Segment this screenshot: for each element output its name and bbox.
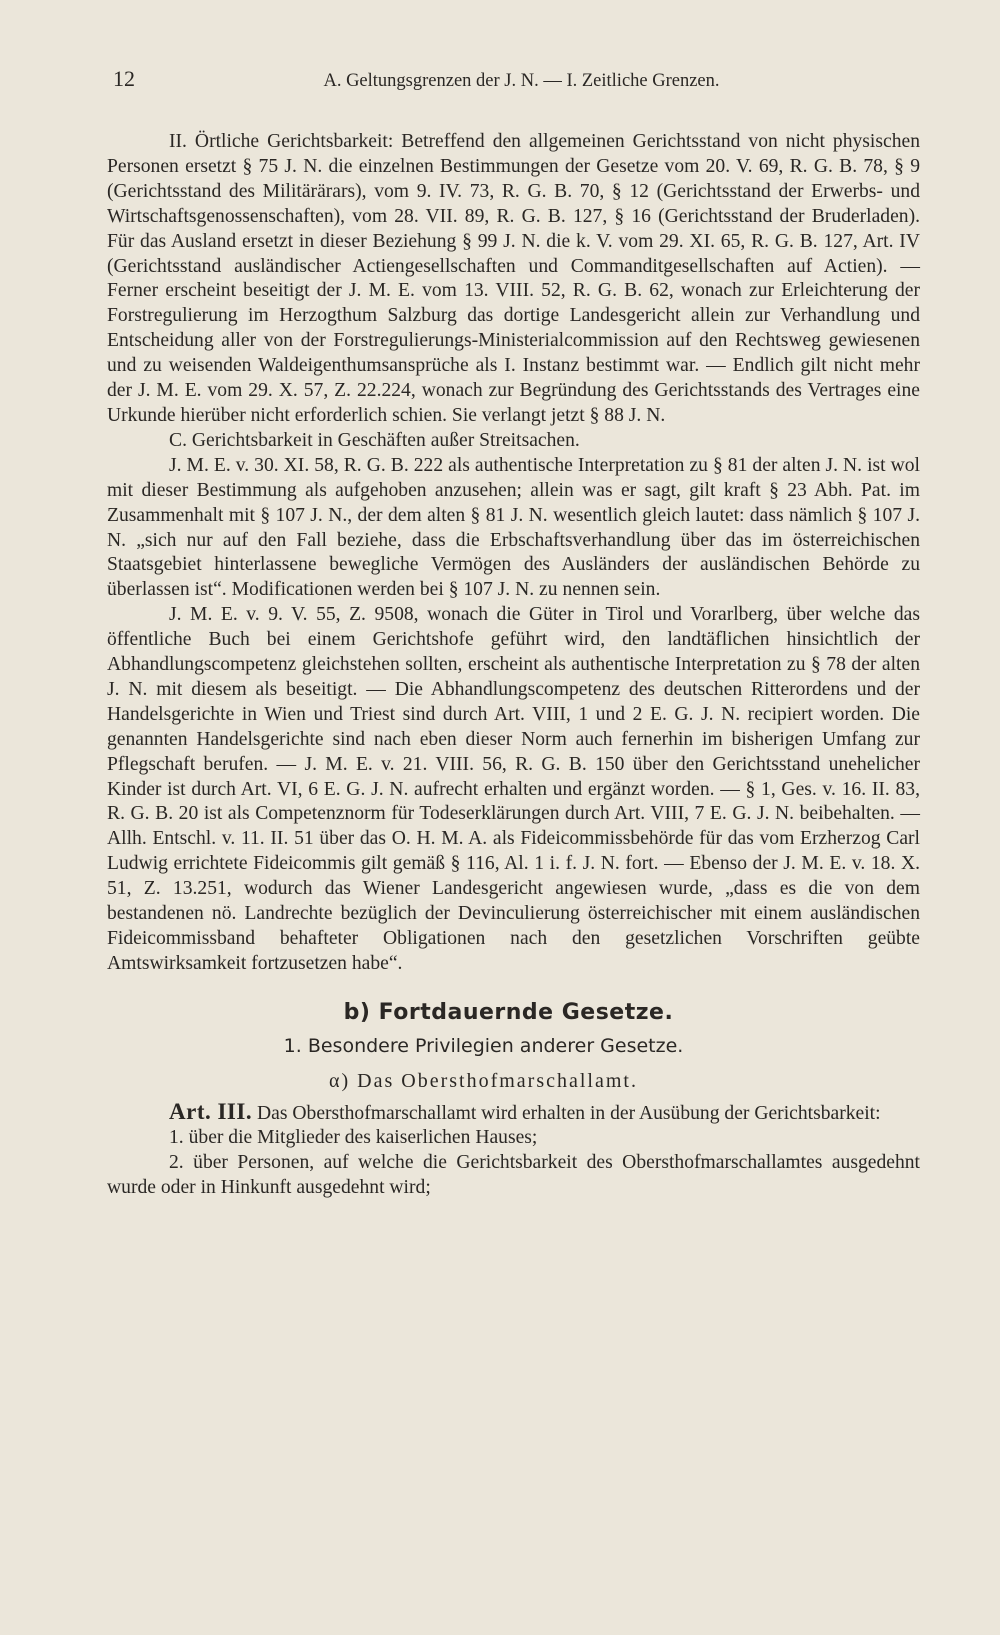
page-number: 12 [113, 66, 135, 91]
subsection-heading: 1. Besondere Privilegien anderer Gesetze. [283, 1034, 684, 1057]
list-item: 1. über die Mitglieder des kaiserlichen Hauses; [169, 1127, 538, 1149]
paragraph-local-jurisdiction: II. Örtliche Gerichtsbarkeit: Betreffend den allgemeinen Gerichtsstand von nicht physischen Personen ersetzt § 75 J. N. die einzelnen Bestimmungen der Gesetze vom 20. V. 69, R. G. B. 78, § 9 (Gerichtsstand des Militärärars), vom 9. IV. 73, R. G. B. 70, § 12 (Gerichtsstand der Erwerbs- und Wirtschaftsgenossenschaften), vom 28. VII. 89, R. G. B. 127, § 16 (Gerichtsstand der Bruderladen). Für das Ausland ersetzt in dieser Beziehung § 99 J. N. die k. V. vom 29. XI. 65, R. G. B. 127, Art. IV (Gerichtsstand ausländischer Actiengesellschaften und Commanditgesellschaften auf Actien). — Ferner erscheint beseitigt der J. M. E. vom 13. VIII. 52, R. G. B. 62, wonach zur Erleichterung der Forstregulierung im Herzogthum Salzburg das dortige Landesgericht allein zur Verhandlung und Entscheidung aller von der Forstregulierungs-Ministerialcommission auf den Rechtsweg gewiesenen und zu weisenden Waldeigenthumsansprüche als I. Instanz bestimmt war. — Endlich gilt nicht mehr der J. M. E. vom 29. X. 57, Z. 22.224, wonach zur Begründung des Gerichtsstands des Vertrages eine Urkunde hierüber nicht erforderlich schien. Sie verlangt jetzt § 88 J. N. [107, 131, 920, 426]
paragraph-jme-1855: J. M. E. v. 9. V. 55, Z. 9508, wonach die Güter in Tirol und Vorarlberg, über welche das öffentliche Buch bei einem Gerichtshofe geführt wird, den landtäflichen hinsichtlich der Abhandlungscompetenz gleichstehen sollten, erscheint als authentische Interpretation zu § 78 der alten J. N. mit diesem als beseitigt. — Die Abhandlungscompetenz des deutschen Ritterordens und der Handelsgerichte in Wien und Triest sind durch Art. VIII, 1 und 2 E. G. J. N. recipiert worden. Die genannten Handelsgerichte sind nach eben dieser Norm auch fernerhin im bisherigen Umfang zur Pflegschaft berufen. — J. M. E. v. 21. VIII. 56, R. G. B. 150 über den Gerichtsstand unehelicher Kinder ist durch Art. VI, 6 E. G. J. N. aufrecht erhalten und ergänzt worden. — § 1, Ges. v. 16. II. 83, R. G. B. 20 ist als Competenznorm für Todeserklärungen durch Art. VIII, 7 E. G. J. N. beibehalten. — Allh. Entschl. v. 11. II. 51 über das O. H. M. A. als Fideicommissbehörde für das vom Erzherzog Carl Ludwig errichtete Fideicommis gilt gemäß § 116, Al. 1 i. f. J. N. fort. — Ebenso der J. M. E. v. 18. X. 51, Z. 13.251, wodurch das Wiener Landesgericht angewiesen wurde, „dass es die von dem bestandenen nö. Landrechte bezüglich der Devinculierung österreichischer mit einem ausländischen Fideicommissband behafteter Obligationen nach den gesetzlichen Vorschriften geübte Amtswirksamkeit fortzusetzen habe“. [107, 604, 920, 974]
article-text: Das Obersthofmarschallamt wird erhalten in der Ausübung der Gerichtsbarkeit: [257, 1102, 881, 1124]
page-header [107, 66, 920, 100]
paragraph-section-c: C. Gerichtsbarkeit in Geschäften außer Streitsachen. [169, 429, 580, 451]
paragraph-jme-1858: J. M. E. v. 30. XI. 58, R. G. B. 222 als authentische Interpretation zu § 81 der alten J. N. ist wol mit dieser Bestimmung als aufgehoben anzusehen; allein was er sagt, gilt kraft § 23 Abh. Pat. im Zusammenhalt mit § 107 J. N., der dem alten § 81 J. N. wesentlich gleich lautet: dass nämlich § 107 J. N. „sich nur auf den Fall beziehe, dass die Erbschaftsverhandlung über das im österreichischen Staatsgebiet hinterlassene bewegliche Vermögen des Ausländers der ausländischen Behörde zu überlassen ist“. Modificationen werden bei § 107 J. N. zu nennen sein. [107, 454, 920, 601]
article-paragraph [107, 1100, 920, 1127]
subsubsection-heading: α) Das Obersthofmarschallamt. [329, 1069, 638, 1092]
list-item: 2. über Personen, auf welche die Gerichtsbarkeit des Obersthofmarschallamtes ausgedehnt wurde oder in Hinkunft ausgedehnt wird; [107, 1152, 920, 1199]
section-heading-b: b) Fortdauernde Gesetze. [343, 999, 674, 1025]
article-label: Art. III. [169, 1098, 253, 1124]
body-text [107, 130, 920, 1201]
running-head: A. Geltungsgrenzen der J. N. — I. Zeitliche Grenzen. [323, 71, 720, 91]
